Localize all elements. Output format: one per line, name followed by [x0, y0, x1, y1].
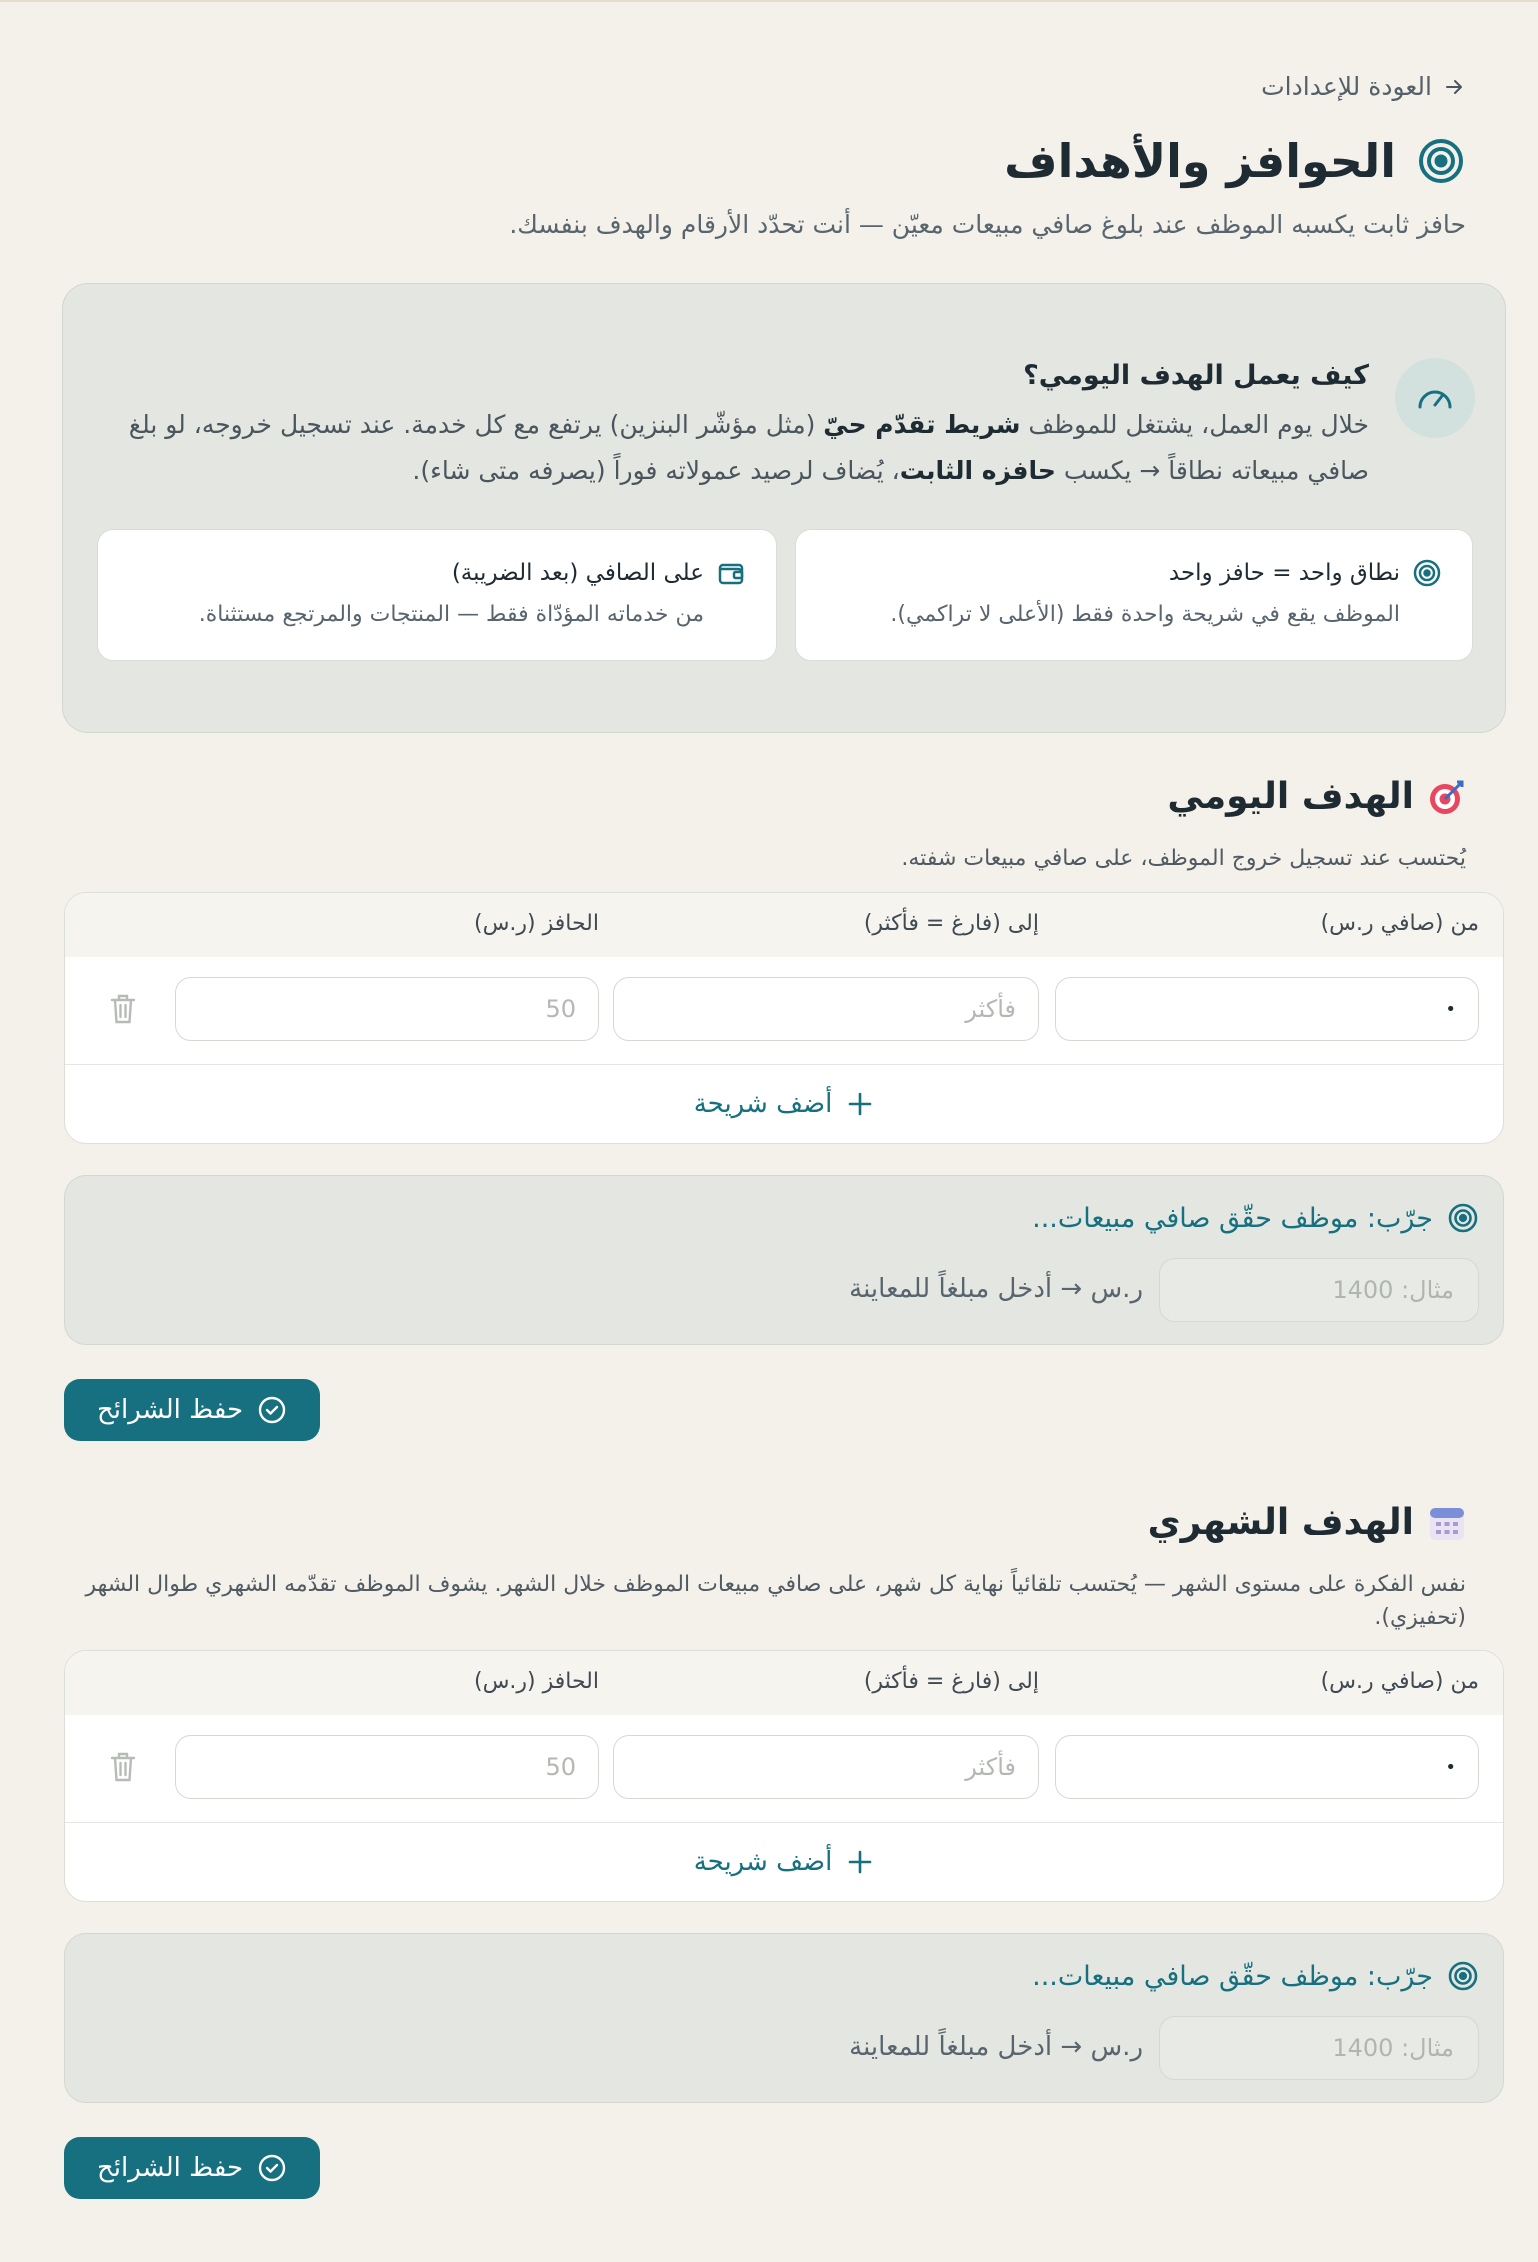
info-card-text: الموظف يقع في شريحة واحدة فقط (الأعلى لا تراكمي).	[890, 602, 1400, 627]
to-input[interactable]: فأكثر	[613, 977, 1039, 1041]
back-to-settings-link[interactable]	[1261, 72, 1466, 101]
monthly-section-header	[1148, 1502, 1466, 1543]
info-card-one-band	[795, 529, 1473, 661]
preview-hint: ر.س → أدخل مبلغاً للمعاينة	[849, 2032, 1143, 2062]
preview-hint: ر.س → أدخل مبلغاً للمعاينة	[849, 1274, 1143, 1304]
back-link-label: العودة للإعدادات	[1261, 72, 1432, 101]
add-tier-label: أضف شريحة	[693, 1089, 833, 1119]
plus-icon	[846, 1090, 874, 1118]
info-body: خلال يوم العمل، يشتغل للموظف شريط تقدّم حيّ (مثل مؤشّر البنزين) يرتفع مع كل خدمة. عند تسجيل خروجه، لو بلغ صافي مبيعاته نطاقاً → يكسب حافزه الثابت، يُضاف لرصيد عمولاته فوراً (يصرفه متى شاء).	[128, 410, 1369, 485]
table-header	[65, 1651, 1503, 1715]
add-tier-label: أضف شريحة	[693, 1847, 833, 1877]
daily-description: يُحتسب عند تسجيل خروج الموظف، على صافي مبيعات شفته.	[901, 846, 1466, 871]
check-circle-icon	[257, 1395, 287, 1425]
preview-title: جرّب: موظف حقّق صافي مبيعات...	[1032, 1202, 1433, 1234]
wallet-icon	[716, 558, 746, 588]
page-title: الحوافز والأهداف	[1004, 134, 1396, 188]
monthly-title: الهدف الشهري	[1147, 1502, 1414, 1543]
check-circle-icon	[257, 2153, 287, 2183]
page-subtitle: حافز ثابت يكسبه الموظف عند بلوغ صافي مبيعات معيّن — أنت تحدّد الأرقام والهدف بنفسك.	[509, 210, 1466, 239]
incentive-input[interactable]: 50	[175, 977, 599, 1041]
daily-section-header	[1167, 776, 1466, 817]
daily-preview-panel	[64, 1175, 1504, 1345]
info-card-net-sales	[97, 529, 777, 661]
col-from: من (صافي ر.س)	[1320, 1669, 1479, 1694]
table-row	[65, 957, 1503, 1065]
arrow-right-icon	[1442, 75, 1466, 99]
dart-emoji-icon	[1428, 778, 1466, 816]
daily-tiers-table	[64, 892, 1504, 1144]
preview-amount-input[interactable]: مثال: 1400	[1159, 2016, 1479, 2080]
info-title: كيف يعمل الهدف اليومي؟	[1023, 360, 1369, 391]
how-it-works-panel	[62, 283, 1506, 733]
add-tier-button[interactable]	[65, 1065, 1503, 1143]
monthly-save-button[interactable]	[64, 2137, 320, 2199]
from-input[interactable]: •	[1055, 1735, 1479, 1799]
target-icon	[1412, 558, 1442, 588]
from-input[interactable]: •	[1055, 977, 1479, 1041]
info-card-text: من خدماته المؤدّاة فقط — المنتجات والمرتجع مستثناة.	[198, 602, 704, 627]
target-icon	[1447, 1202, 1479, 1234]
save-label: حفظ الشرائح	[96, 2153, 244, 2183]
table-header	[65, 893, 1503, 957]
monthly-tiers-table	[64, 1650, 1504, 1902]
calendar-emoji-icon	[1428, 1504, 1466, 1542]
gauge-icon-badge	[1395, 358, 1475, 438]
daily-title: الهدف اليومي	[1167, 776, 1414, 817]
col-incentive: الحافز (ر.س)	[473, 911, 599, 936]
target-icon	[1447, 1960, 1479, 1992]
col-to: إلى (فارغ = فأكثر)	[863, 911, 1039, 936]
save-label: حفظ الشرائح	[96, 1395, 244, 1425]
incentive-input[interactable]: 50	[175, 1735, 599, 1799]
monthly-description: نفس الفكرة على مستوى الشهر — يُحتسب تلقائياً نهاية كل شهر، على صافي مبيعات الموظف خلال الشهر. يشوف الموظف تقدّمه الشهري طوال الشهر (تحفيزي).	[85, 1572, 1466, 1630]
page-header	[1004, 134, 1466, 188]
preview-title: جرّب: موظف حقّق صافي مبيعات...	[1032, 1960, 1433, 1992]
info-card-title: على الصافي (بعد الضريبة)	[451, 560, 704, 586]
monthly-preview-panel	[64, 1933, 1504, 2103]
add-tier-button[interactable]	[65, 1823, 1503, 1901]
trash-icon[interactable]	[109, 993, 137, 1025]
table-row	[65, 1715, 1503, 1823]
preview-amount-input[interactable]: مثال: 1400	[1159, 1258, 1479, 1322]
daily-save-button[interactable]	[64, 1379, 320, 1441]
to-input[interactable]: فأكثر	[613, 1735, 1039, 1799]
info-card-title: نطاق واحد = حافز واحد	[1168, 560, 1400, 586]
col-incentive: الحافز (ر.س)	[473, 1669, 599, 1694]
target-icon	[1416, 136, 1466, 186]
plus-icon	[846, 1848, 874, 1876]
col-from: من (صافي ر.س)	[1320, 911, 1479, 936]
gauge-icon	[1414, 377, 1456, 419]
col-to: إلى (فارغ = فأكثر)	[863, 1669, 1039, 1694]
trash-icon[interactable]	[109, 1751, 137, 1783]
